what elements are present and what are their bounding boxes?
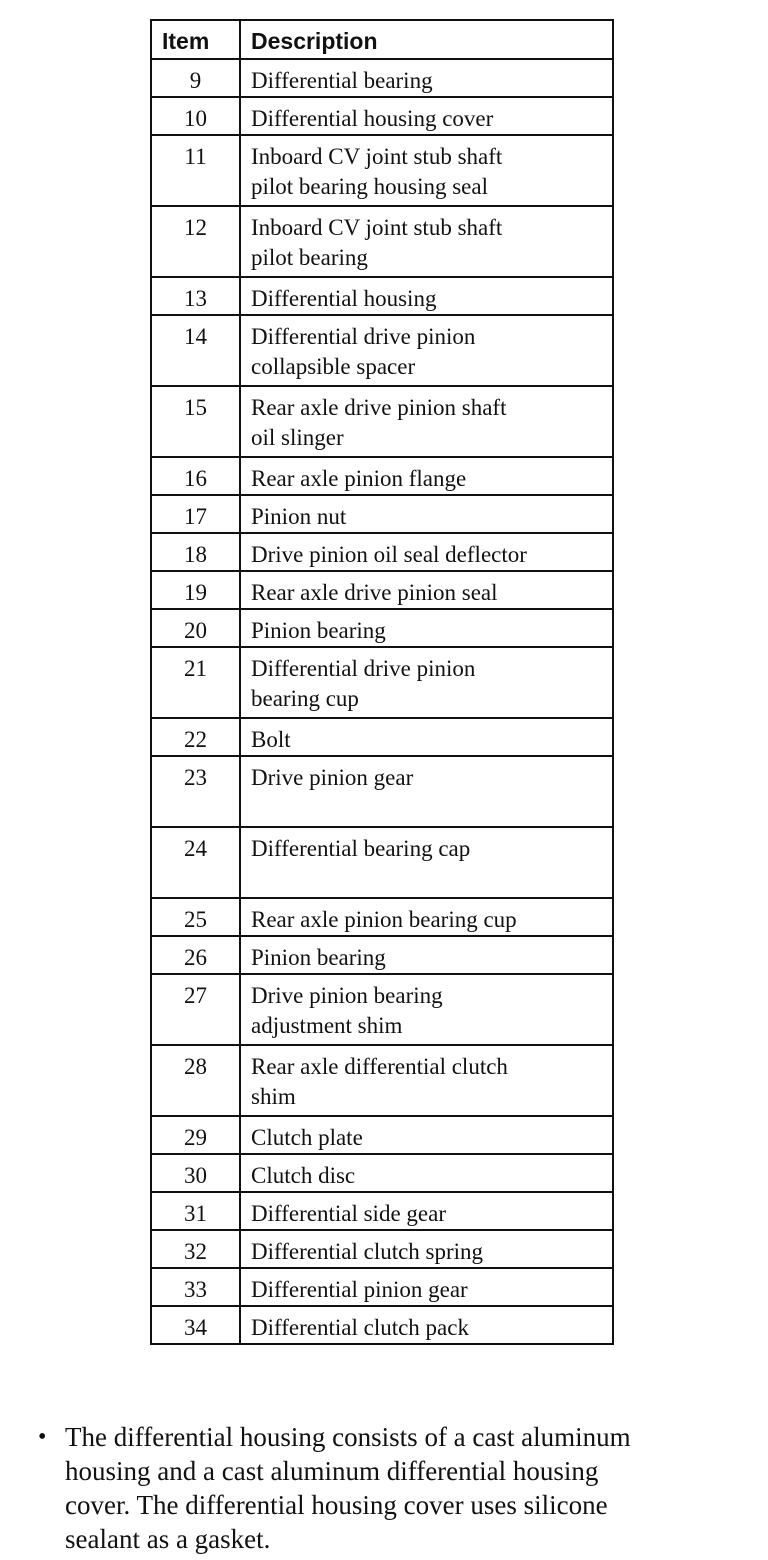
item-number-cell: 26 xyxy=(151,936,240,974)
item-number-cell: 13 xyxy=(151,277,240,315)
table-row xyxy=(151,647,613,718)
note-paragraph xyxy=(38,1420,738,1556)
description-cell: Differential bearing xyxy=(240,59,613,97)
table-row xyxy=(151,1045,613,1116)
item-number-cell: 25 xyxy=(151,898,240,936)
parts-table xyxy=(150,19,614,1345)
description-cell: Clutch disc xyxy=(240,1154,613,1192)
description-cell: Bolt xyxy=(240,718,613,756)
description-cell: Rear axle drive pinion shaft oil slinger xyxy=(240,386,613,457)
table-row xyxy=(151,495,613,533)
table-row xyxy=(151,1192,613,1230)
table-row xyxy=(151,386,613,457)
description-cell: Differential drive pinion collapsible spacer xyxy=(240,315,613,386)
item-number-cell: 12 xyxy=(151,206,240,277)
table-row xyxy=(151,533,613,571)
description-cell: Drive pinion oil seal deflector xyxy=(240,533,613,571)
item-number-cell: 11 xyxy=(151,135,240,206)
description-cell: Differential clutch pack xyxy=(240,1306,613,1344)
description-cell: Differential drive pinion bearing cup xyxy=(240,647,613,718)
table-header xyxy=(151,20,613,59)
description-cell: Pinion bearing xyxy=(240,609,613,647)
item-number-cell: 14 xyxy=(151,315,240,386)
bullet-icon: • xyxy=(38,1424,47,1450)
item-number-cell: 24 xyxy=(151,827,240,898)
table-row xyxy=(151,1268,613,1306)
note-text: The differential housing consists of a cast aluminum housing and a cast aluminum differential housing cover. The differential housing cover uses silicone sealant as a gasket. xyxy=(65,1422,631,1554)
item-column-header: Item xyxy=(151,20,240,59)
table-row xyxy=(151,1154,613,1192)
description-cell: Inboard CV joint stub shaft pilot bearing xyxy=(240,206,613,277)
description-cell: Inboard CV joint stub shaft pilot bearing housing seal xyxy=(240,135,613,206)
item-number-cell: 34 xyxy=(151,1306,240,1344)
table-row xyxy=(151,827,613,898)
table-row xyxy=(151,135,613,206)
item-number-cell: 19 xyxy=(151,571,240,609)
table-row xyxy=(151,277,613,315)
item-number-cell: 22 xyxy=(151,718,240,756)
table-row xyxy=(151,97,613,135)
table-row xyxy=(151,206,613,277)
description-cell: Differential housing cover xyxy=(240,97,613,135)
description-cell: Pinion bearing xyxy=(240,936,613,974)
table-row xyxy=(151,1116,613,1154)
description-cell: Rear axle differential clutch shim xyxy=(240,1045,613,1116)
table-row xyxy=(151,898,613,936)
item-number-cell: 28 xyxy=(151,1045,240,1116)
description-cell: Clutch plate xyxy=(240,1116,613,1154)
description-cell: Drive pinion gear xyxy=(240,756,613,827)
item-number-cell: 27 xyxy=(151,974,240,1045)
item-number-cell: 18 xyxy=(151,533,240,571)
item-number-cell: 17 xyxy=(151,495,240,533)
table-row xyxy=(151,718,613,756)
item-number-cell: 15 xyxy=(151,386,240,457)
table-row xyxy=(151,59,613,97)
item-number-cell: 16 xyxy=(151,457,240,495)
description-cell: Pinion nut xyxy=(240,495,613,533)
item-number-cell: 9 xyxy=(151,59,240,97)
table-row xyxy=(151,1230,613,1268)
description-cell: Differential clutch spring xyxy=(240,1230,613,1268)
header-row xyxy=(151,20,613,59)
description-cell: Differential side gear xyxy=(240,1192,613,1230)
description-cell: Rear axle pinion flange xyxy=(240,457,613,495)
item-number-cell: 21 xyxy=(151,647,240,718)
description-cell: Drive pinion bearing adjustment shim xyxy=(240,974,613,1045)
item-number-cell: 31 xyxy=(151,1192,240,1230)
table-row xyxy=(151,1306,613,1344)
table-row xyxy=(151,936,613,974)
table-row xyxy=(151,974,613,1045)
description-cell: Differential pinion gear xyxy=(240,1268,613,1306)
description-cell: Differential bearing cap xyxy=(240,827,613,898)
table-row xyxy=(151,457,613,495)
item-number-cell: 32 xyxy=(151,1230,240,1268)
table-row xyxy=(151,609,613,647)
description-cell: Differential housing xyxy=(240,277,613,315)
description-cell: Rear axle drive pinion seal xyxy=(240,571,613,609)
table-body xyxy=(151,59,613,1344)
item-number-cell: 29 xyxy=(151,1116,240,1154)
item-number-cell: 33 xyxy=(151,1268,240,1306)
description-cell: Rear axle pinion bearing cup xyxy=(240,898,613,936)
table-row xyxy=(151,571,613,609)
description-column-header: Description xyxy=(240,20,613,59)
table-row xyxy=(151,315,613,386)
item-number-cell: 20 xyxy=(151,609,240,647)
table-row xyxy=(151,756,613,827)
item-number-cell: 30 xyxy=(151,1154,240,1192)
item-number-cell: 23 xyxy=(151,756,240,827)
item-number-cell: 10 xyxy=(151,97,240,135)
